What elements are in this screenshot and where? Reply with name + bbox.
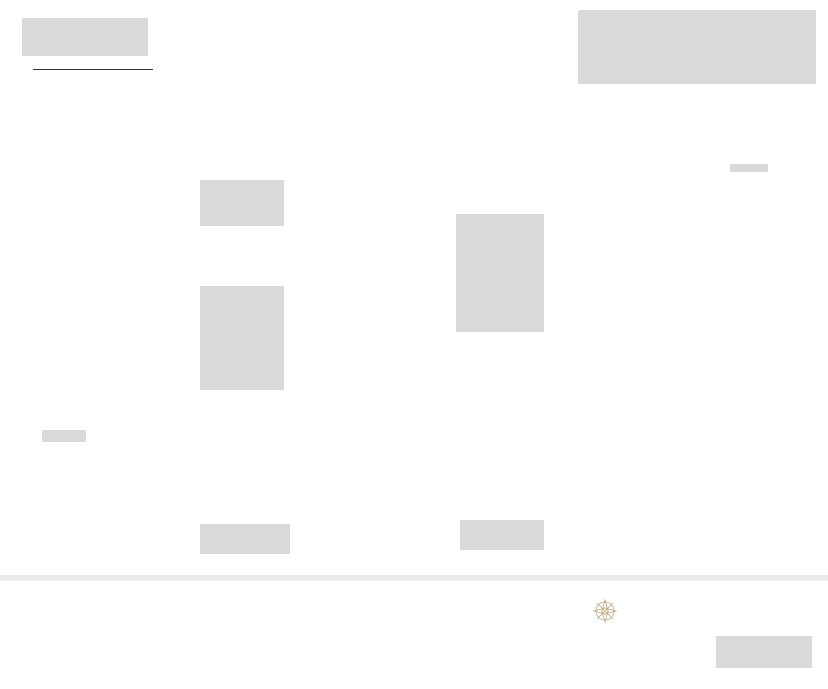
- venue-underline: [33, 69, 153, 70]
- redaction-top-right: [578, 10, 816, 84]
- redaction-note-5: [460, 520, 544, 550]
- redaction-note-1: [200, 180, 284, 226]
- redaction-note-6: [730, 164, 768, 172]
- venue-line: [33, 56, 49, 66]
- estimate-page: [13, 0, 816, 576]
- redaction-item-1: [42, 430, 86, 442]
- redaction-note-2: [200, 286, 284, 390]
- brand-logo: [570, 596, 640, 634]
- redaction-note-4: [456, 214, 544, 332]
- redaction-note-3: [200, 524, 290, 554]
- lagunaveil-emblem-icon: [583, 596, 627, 630]
- redaction-top-left: [22, 18, 148, 56]
- redaction-footer: [716, 636, 812, 668]
- footer-page: [13, 581, 816, 689]
